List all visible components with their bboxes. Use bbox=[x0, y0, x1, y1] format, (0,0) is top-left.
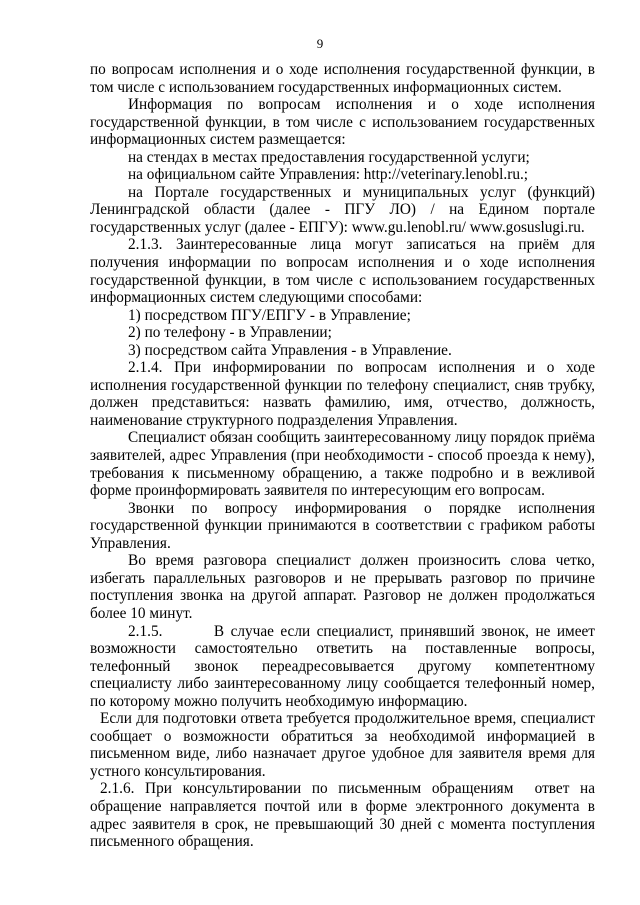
paragraph: 2.1.6. При консультировании по письменным обращениям ответ на обращение направляется почтой или в форме электронного документа в адрес заявителя в срок, не превышающий 30 дней с момента поступления письменного обращения. bbox=[90, 780, 599, 851]
paragraph: по вопросам исполнения и о ходе исполнения государственной функции, в том числе с использованием государственных информационных систем. bbox=[90, 61, 595, 96]
paragraph: Звонки по вопросу информирования о порядке исполнения государственной функции принимаются в соответствии с графиком работы Управления. bbox=[90, 499, 595, 552]
paragraph: на Портале государственных и муниципальных услуг (функций) Ленинградской области (далее - ПГУ ЛО) / на Едином портале государственных услуг (далее - ЕПГУ): www.gu.lenobl.ru/ www.gosuslugi.ru. bbox=[90, 183, 595, 236]
list-item: 3) посредством сайта Управления - в Управление. bbox=[128, 341, 452, 359]
paragraph: на стендах в местах предоставления государственной услуги; bbox=[128, 148, 530, 166]
paragraph: на официальном сайте Управления: http://veterinary.lenobl.ru.; bbox=[128, 166, 529, 184]
page-number: 9 bbox=[316, 36, 324, 51]
paragraph: Информация по вопросам исполнения и о ходе исполнения государственной функции, в том числе с использованием государственных информационных систем размещается: bbox=[90, 96, 595, 149]
paragraph: 2.1.4. При информировании по вопросам исполнения и о ходе исполнения государственной функции по телефону специалист, сняв трубку, должен представиться: назвать фамилию, имя, отчество, должность, наименование структурного подразделения Управления. bbox=[90, 359, 595, 429]
paragraph: 2.1.3. Заинтересованные лица могут записаться на приём для получения информации по вопросам исполнения и о ходе исполнения государственной функции, в том числе с использованием государственных информационных систем следующими способами: bbox=[90, 236, 595, 307]
paragraph: Специалист обязан сообщить заинтересованному лицу порядок приёма заявителей, адрес Управления (при необходимости - способ проезда к нему), требования к письменному обращению, а также подробно и в вежливой форме проинформировать заявителя по интересующим его вопросам. bbox=[90, 429, 595, 500]
list-item: 2) по телефону - в Управлении; bbox=[128, 324, 332, 342]
paragraph: 2.1.5. В случае если специалист, принявший звонок, не имеет возможности самостоятельно ответить на поставленные вопросы, телефонный звонок переадресовывается другому компетентному специалисту либо заинтересованному лицу сообщается телефонный номер, по которому можно получить необходимую информацию. bbox=[90, 622, 599, 710]
list-item: 1) посредством ПГУ/ЕПГУ - в Управление; bbox=[128, 306, 411, 324]
paragraph: Если для подготовки ответа требуется продолжительное время, специалист сообщает о возможности обратиться за необходимой информацией в письменном виде, либо назначает другое удобное для заявителя время для устного консультирования. bbox=[90, 710, 595, 780]
document-body bbox=[90, 61, 599, 851]
paragraph: Во время разговора специалист должен произносить слова четко, избегать параллельных разговоров и не прерывать разговор по причине поступления звонка на другой аппарат. Разговор не должен продолжаться более 10 минут. bbox=[90, 552, 595, 622]
